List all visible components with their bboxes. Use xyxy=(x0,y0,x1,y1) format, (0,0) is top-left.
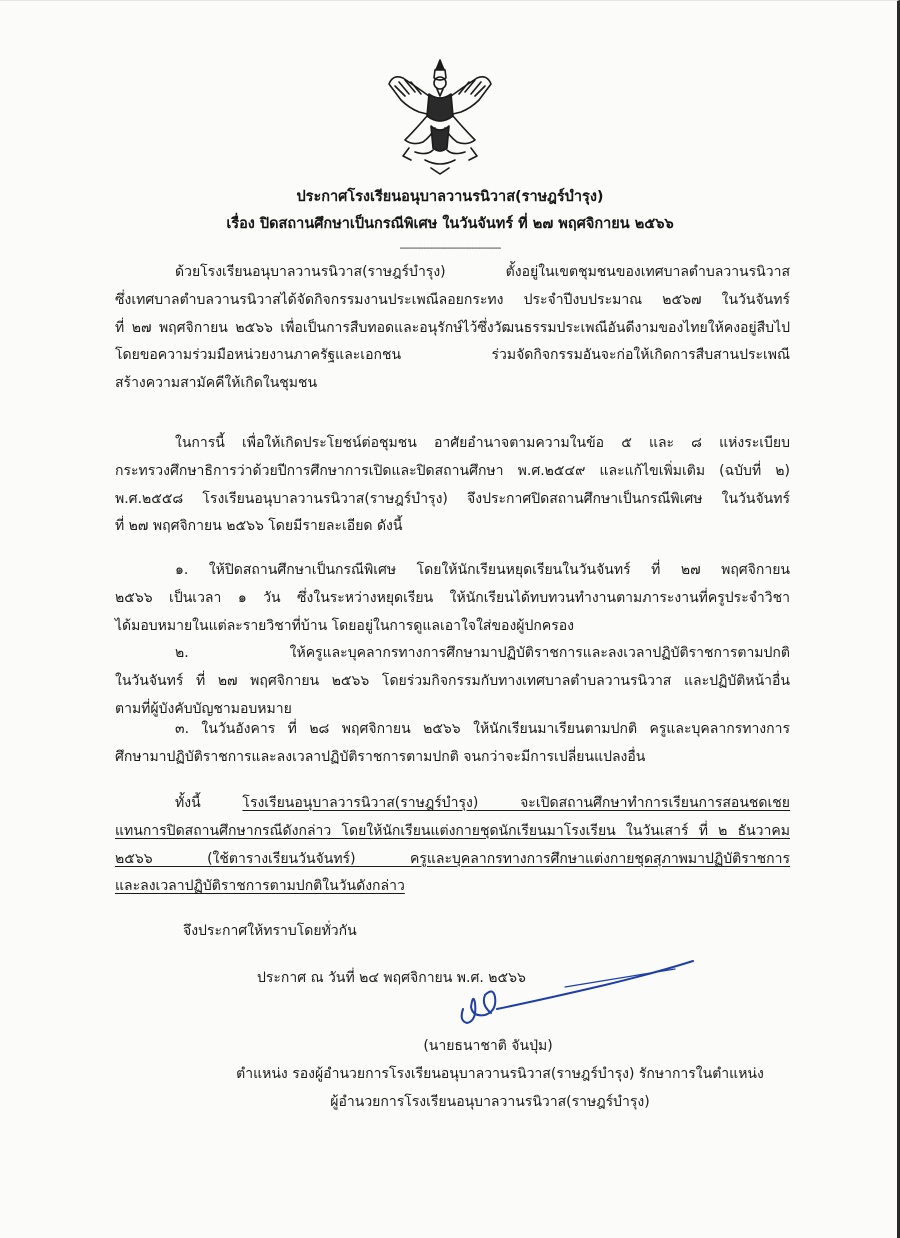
paragraph-line: ๑. ให้ปิดสถานศึกษาเป็นกรณีพิเศษ โดยให้นักเรียนหยุดเรียนในวันจันทร์ ที่ ๒๗ พฤศจิกายน xyxy=(175,562,790,578)
paragraph-line: ที่ ๒๗ พฤศจิกายน ๒๕๖๖ โดยมีรายละเอียด ดังนี้ xyxy=(115,518,403,535)
paragraph-line: ตามที่ผู้บังคับบัญชามอบหมาย xyxy=(115,700,292,717)
underlined-text: แทนการปิดสถานศึกษากรณีดังกล่าว โดยให้นักเรียนแต่งกายชุดนักเรียนมาโรงเรียน ในวันเสาร์ ที่ ๒ ธันวาคม xyxy=(115,822,790,839)
paragraph-line: ๒. ให้ครูและบุคลากรทางการศึกษามาปฏิบัติราชการและลงเวลาปฏิบัติราชการตามปกติ xyxy=(175,645,790,661)
paragraph-line xyxy=(115,790,790,818)
paragraph-line: โดยขอความร่วมมือหน่วยงานภาครัฐและเอกชน ร่วมจัดกิจกรรมอันจะก่อให้เกิดการสืบสานประเพณี xyxy=(115,347,790,364)
paragraph-line: ในการนี้ เพื่อให้เกิดประโยชน์ต่อชุมชน อาศัยอำนาจตามความในข้อ ๕ และ ๘ แห่งระเบียบ xyxy=(175,435,790,451)
underlined-text: และลงเวลาปฏิบัติราชการตามปกติในวันดังกล่าว xyxy=(115,878,405,895)
paragraph-line: ๒๕๖๖ เป็นเวลา ๑ วัน ซึ่งในระหว่างหยุดเรียน ให้นักเรียนได้ทบทวนทำงานตามภาระงานที่ครูประจำวิชา xyxy=(115,589,790,606)
announcement-subject: เรื่อง ปิดสถานศึกษาเป็นกรณีพิเศษ ในวันจันทร์ ที่ ๒๗ พฤศจิกายน ๒๕๖๖ xyxy=(226,216,674,232)
paragraph-line: สร้างความสามัคคีให้เกิดในชุมชน xyxy=(115,375,318,392)
paragraph-intro xyxy=(115,259,790,398)
paragraph-authority xyxy=(115,430,790,541)
paragraph-line: ศึกษามาปฏิบัติราชการและลงเวลาปฏิบัติราชการตามปกติ จนกว่าจะมีการเปลี่ยนแปลงอื่น xyxy=(115,748,646,765)
paragraph-makeup-class xyxy=(115,790,790,901)
paragraph-line: ที่ ๒๗ พฤศจิกายน ๒๕๖๖ เพื่อเป็นการสืบทอดและอนุรักษ์ไว้ซึ่งวัฒนธรรมประเพณีอันดีงามของไทยให้คงอยู่สืบไป xyxy=(115,319,790,336)
underlined-text: ๒๕๖๖ (ใช้ตารางเรียนวันจันทร์) ครูและบุคลากรทางการศึกษาแต่งกายชุดสุภาพมาปฏิบัติราชการ xyxy=(115,850,790,867)
paragraph-line: ได้มอบหมายในแต่ละรายวิชาที่บ้าน โดยอยู่ในการดูแลเอาใจใส่ของผู้ปกครอง xyxy=(115,617,574,634)
paragraph-line: ๓. ในวันอังคาร ที่ ๒๘ พฤศจิกายน ๒๕๖๖ ให้นักเรียนมาเรียนตามปกติ ครูและบุคลากรทางการ xyxy=(175,721,790,737)
signatory-name: (นายธนาชาติ จันปุ่ม) xyxy=(423,1038,553,1054)
announcement-closing: จึงประกาศให้ทราบโดยทั่วกัน xyxy=(183,923,357,939)
signature-image xyxy=(445,955,705,1035)
list-item-2 xyxy=(115,640,790,723)
title-divider: ---------------------------------- xyxy=(399,241,501,254)
paragraph-line: ด้วยโรงเรียนอนุบาลวานรนิวาส(ราษฎร์บำรุง) ตั้งอยู่ในเขตชุมชนของเทศบาลตำบลวานรนิวาส xyxy=(175,264,790,280)
paragraph-line: พ.ศ.๒๕๕๘ โรงเรียนอนุบาลวานรนิวาส(ราษฎร์บำรุง) จึงประกาศปิดสถานศึกษาเป็นกรณีพิเศษ ในวันจันทร์ xyxy=(115,490,790,507)
paragraph-line: ซึ่งเทศบาลตำบลวานรนิวาสได้จัดกิจกรรมงานประเพณีลอยกระทง ประจำปีงบประมาณ ๒๕๖๗ ในวันจันทร์ xyxy=(115,291,790,308)
paragraph-line xyxy=(115,873,790,901)
signatory-position: ตำแหน่ง รองผู้อำนวยการโรงเรียนอนุบาลวานรนิวาส(ราษฎร์บำรุง) รักษาการในตำแหน่ง xyxy=(236,1066,764,1082)
paragraph-line: ในวันจันทร์ ที่ ๒๗ พฤศจิกายน ๒๕๖๖ โดยร่วมกิจกรรมกับทางเทศบาลตำบลวานรนิวาส และปฏิบัติหน้าอื่น xyxy=(115,672,790,689)
underlined-text: โรงเรียนอนุบาลวารนิวาส(ราษฎร์บำรุง) จะเปิดสถานศึกษาทำการเรียนการสอนชดเชย xyxy=(242,795,790,811)
garuda-emblem-icon xyxy=(385,56,495,176)
announcement-date: ประกาศ ณ วันที่ ๒๔ พฤศจิกายน พ.ศ. ๒๕๖๖ xyxy=(257,970,526,986)
paragraph-line: กระทรวงศึกษาธิการว่าด้วยปีการศึกษาการเปิดและปิดสถานศึกษา พ.ศ.๒๕๔๙ และแก้ไขเพิ่มเติม (ฉบับที่ ๒) xyxy=(115,462,790,479)
announcement-title: ประกาศโรงเรียนอนุบาลวานรนิวาส(ราษฎร์บำรุง) xyxy=(296,189,604,205)
paragraph-lead: ทั้งนี้ xyxy=(175,795,243,811)
list-item-1 xyxy=(115,557,790,640)
signatory-position-line2: ผู้อำนวยการโรงเรียนอนุบาลวานรนิวาส(ราษฎร์บำรุง) xyxy=(330,1094,650,1110)
list-item-3 xyxy=(115,716,790,772)
